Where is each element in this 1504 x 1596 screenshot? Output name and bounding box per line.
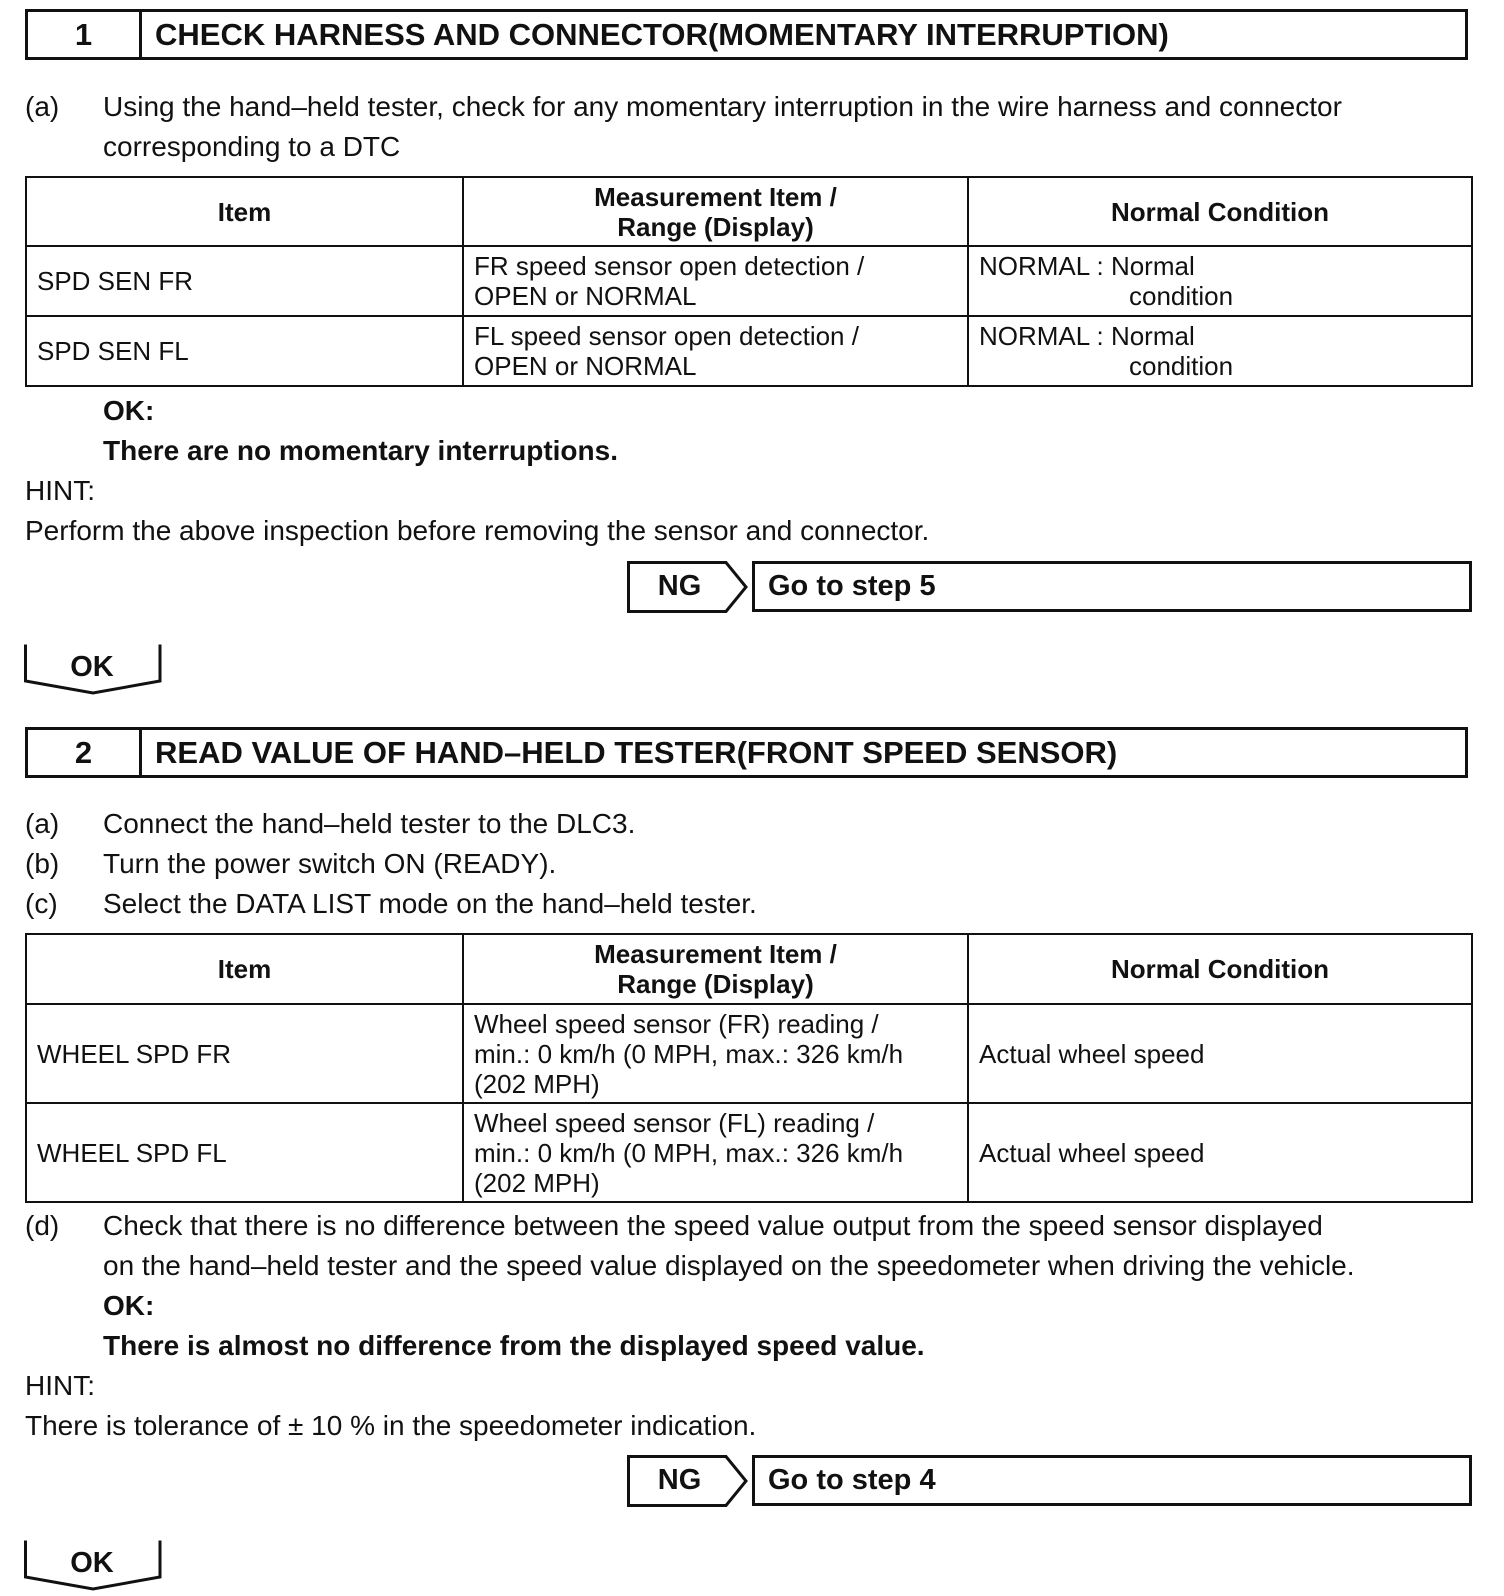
- step-2-para-d-marker: (d): [25, 1210, 60, 1241]
- cell-condition-line1: NORMAL : Normal: [979, 251, 1195, 281]
- step-2-hint-text: There is tolerance of ± 10 % in the speedometer indication.: [25, 1410, 757, 1441]
- cell-condition: Actual wheel speed: [968, 1004, 1472, 1103]
- step-1-ok-label: OK:: [103, 395, 155, 426]
- table-header-row: [26, 934, 1472, 1004]
- step-2-para-d: [103, 1206, 1471, 1286]
- step-2-para-a: Connect the hand–held tester to the DLC3.: [103, 808, 636, 839]
- step-2-header: [25, 727, 1468, 778]
- cell-condition-line2: condition: [1129, 351, 1234, 381]
- cell-measurement-line1: Wheel speed sensor (FR) reading /: [474, 1008, 879, 1039]
- step-2-para-c-marker: (c): [25, 888, 58, 919]
- cell-item: SPD SEN FR: [26, 246, 463, 316]
- cell-condition: [968, 246, 1472, 316]
- step-1-ng-tag: [627, 561, 747, 612]
- cell-condition: Actual wheel speed: [968, 1103, 1472, 1202]
- table-row: [26, 1103, 1472, 1202]
- step-2-ok-text: There is almost no difference from the displayed speed value.: [103, 1330, 925, 1361]
- header-normal-condition: Normal Condition: [968, 934, 1472, 1004]
- cell-measurement: [463, 1004, 968, 1103]
- step-2-ng-tag: [627, 1455, 747, 1506]
- cell-measurement-line1: FR speed sensor open detection /: [474, 251, 865, 281]
- header-measurement-line2: Range (Display): [617, 211, 814, 242]
- header-measurement-line2: Range (Display): [617, 969, 814, 999]
- step-1-hint-text: Perform the above inspection before removing the sensor and connector.: [25, 515, 930, 546]
- step-1-goto-box[interactable]: Go to step 5: [752, 561, 1472, 612]
- cell-item: WHEEL SPD FR: [26, 1004, 463, 1103]
- cell-measurement-line3: (202 MPH): [474, 1068, 600, 1099]
- table-row: [26, 246, 1472, 316]
- step-2-para-b: Turn the power switch ON (READY).: [103, 848, 557, 879]
- step-2-table: [25, 933, 1473, 1203]
- header-measurement: [463, 934, 968, 1004]
- cell-measurement-line3: (202 MPH): [474, 1167, 600, 1198]
- step-1-ok-text: There are no momentary interruptions.: [103, 435, 618, 466]
- step-2-ok-tag-label: OK: [70, 1546, 114, 1579]
- step-1-hint-label: HINT:: [25, 475, 95, 506]
- table-row: [26, 1004, 1472, 1103]
- step-2-para-b-marker: (b): [25, 848, 60, 879]
- step-2-title: READ VALUE OF HAND–HELD TESTER(FRONT SPEED SENSOR): [155, 734, 1118, 770]
- cell-condition-line1: NORMAL : Normal: [979, 321, 1195, 351]
- header-measurement: [463, 177, 968, 246]
- cell-measurement-line2: min.: 0 km/h (0 MPH, max.: 326 km/h: [474, 1137, 904, 1168]
- step-2-para-d-line2: on the hand–held tester and the speed value displayed on the speedometer when driving the vehicle.: [103, 1250, 1355, 1281]
- table-row: [26, 316, 1472, 386]
- header-measurement-line1: Measurement Item /: [594, 939, 837, 969]
- cell-measurement-line2: OPEN or NORMAL: [474, 351, 697, 381]
- step-1-table: [25, 176, 1473, 387]
- step-1-ng-label: NG: [657, 570, 702, 602]
- step-2-para-c: Select the DATA LIST mode on the hand–held tester.: [103, 888, 757, 919]
- step-2-ok-label: OK:: [103, 1290, 155, 1321]
- step-2-ng-label: NG: [657, 1464, 702, 1496]
- header-item: Item: [26, 934, 463, 1004]
- cell-condition-line2: condition: [1129, 281, 1234, 311]
- header-normal-condition: Normal Condition: [968, 177, 1472, 246]
- cell-measurement-line1: FL speed sensor open detection /: [474, 321, 859, 351]
- cell-measurement: [463, 1103, 968, 1202]
- cell-measurement-line1: Wheel speed sensor (FL) reading /: [474, 1107, 875, 1138]
- header-measurement-line1: Measurement Item /: [594, 181, 837, 212]
- step-1-ok-tag-label: OK: [70, 650, 114, 683]
- cell-item: WHEEL SPD FL: [26, 1103, 463, 1202]
- table-header-row: [26, 177, 1472, 246]
- cell-item: SPD SEN FL: [26, 316, 463, 386]
- step-2-ok-tag: [24, 1539, 160, 1591]
- step-2-hint-label: HINT:: [25, 1370, 95, 1401]
- cell-measurement-line2: min.: 0 km/h (0 MPH, max.: 326 km/h: [474, 1038, 904, 1069]
- cell-condition: [968, 316, 1472, 386]
- cell-measurement: [463, 316, 968, 386]
- step-1-title: CHECK HARNESS AND CONNECTOR(MOMENTARY INTERRUPTION): [155, 16, 1169, 52]
- step-2-goto-box[interactable]: Go to step 4: [752, 1455, 1472, 1506]
- step-1-para-a-line2: corresponding to a DTC: [103, 131, 401, 162]
- step-2-para-a-marker: (a): [25, 808, 60, 839]
- cell-measurement-line2: OPEN or NORMAL: [474, 281, 697, 311]
- step-1-para-a-line1: Using the hand–held tester, check for any momentary interruption in the wire harness and connector: [103, 91, 1342, 122]
- header-item: Item: [26, 177, 463, 246]
- step-1-number: 1: [28, 12, 142, 57]
- step-1-para-a-marker: (a): [25, 91, 60, 122]
- step-2-number: 2: [28, 730, 142, 775]
- step-2-para-d-line1: Check that there is no difference between the speed value output from the speed sensor displayed: [103, 1210, 1323, 1241]
- step-1-header: [25, 9, 1468, 60]
- step-1-ok-tag: [24, 643, 160, 695]
- step-1-para-a: [103, 87, 1471, 167]
- cell-measurement: [463, 246, 968, 316]
